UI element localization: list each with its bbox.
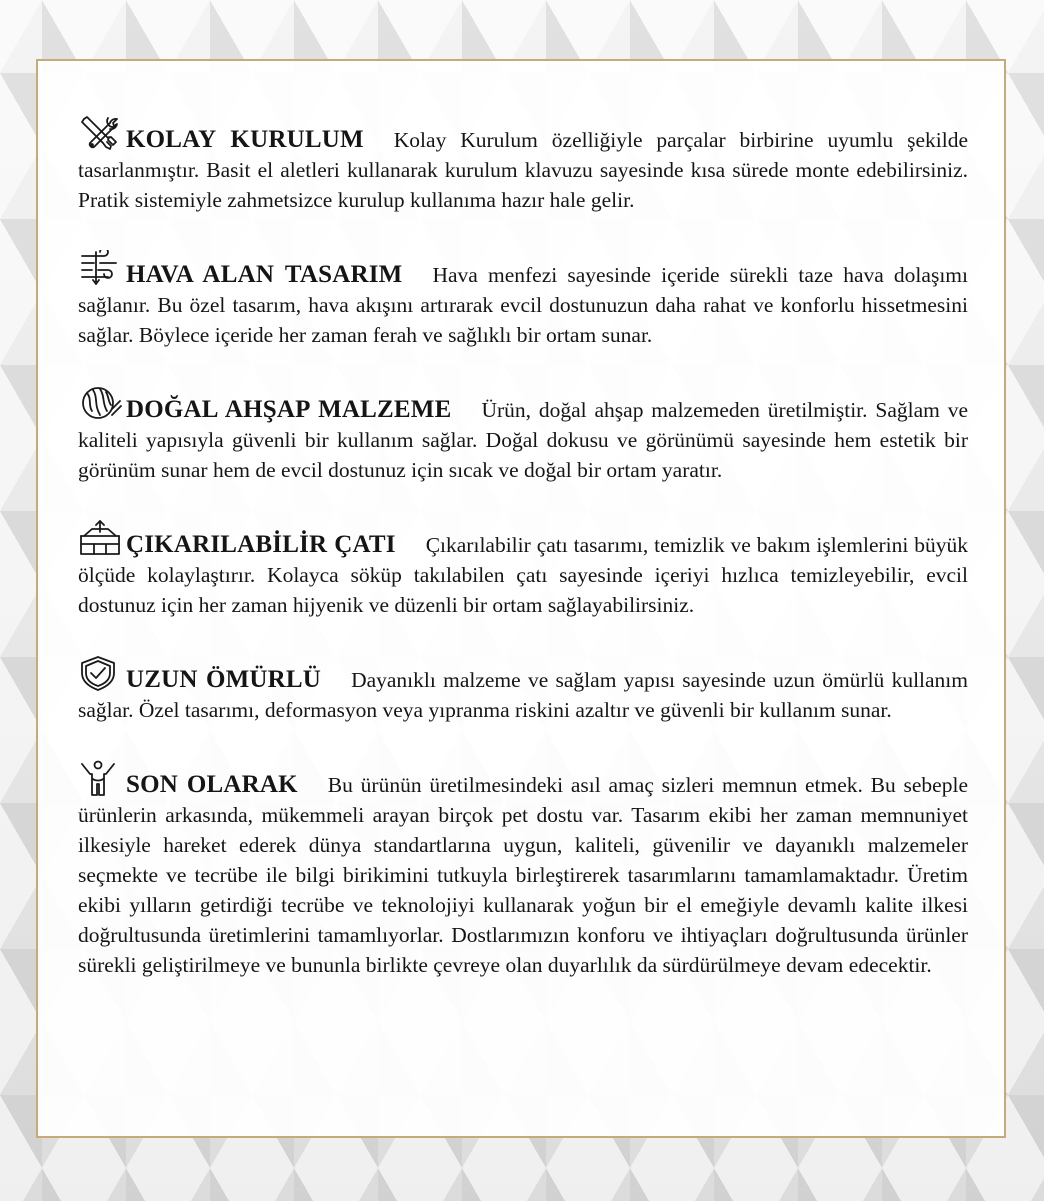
feature-dogal-ahsap-malzeme <box>78 385 968 485</box>
air-flow-icon <box>78 250 122 286</box>
section-text: Ürün, doğal ahşap malzemeden üretilmiştir. Sağlam ve kaliteli yapısıyla güvenli bir kullanım sağlar. Doğal dokusu ve görünümü sayesinde hem estetik bir görünüm sunar hem de evcil dostunuz için sıcak ve doğal bir ortam yaratır. <box>78 398 968 482</box>
feature-son-olarak <box>78 760 968 980</box>
section-title: KOLAY KURULUM <box>126 126 364 153</box>
section-title: UZUN ÖMÜRLÜ <box>126 666 322 693</box>
section-text: Dayanıklı malzeme ve sağlam yapısı sayesinde uzun ömürlü kullanım sağlar. Özel tasarımı, deformasyon veya yıpranma riskini azaltır ve güvenli bir kullanım sunar. <box>78 668 969 722</box>
section-title: HAVA ALAN TASARIM <box>126 261 403 288</box>
feature-hava-alan-tasarim <box>78 250 968 350</box>
feature-cikarilabilir-cati <box>78 520 968 620</box>
feature-list <box>78 115 968 1015</box>
section-title: SON OLARAK <box>126 771 298 798</box>
removable-roof-icon <box>78 520 122 556</box>
happy-person-icon <box>78 760 122 796</box>
feature-uzun-omurlu <box>78 655 968 725</box>
section-text: Kolay Kurulum özelliğiyle parçalar birbirine uyumlu şekilde tasarlanmıştır. Basit el aletleri kullanarak kurulum klavuzu sayesinde kısa sürede monte edebilirsiniz. Pratik sistemiyle zahmetsizce kurulup kullanıma hazır hale gelir. <box>78 128 968 212</box>
feature-kolay-kurulum <box>78 115 968 215</box>
content-frame <box>36 59 1006 1138</box>
section-title: DOĞAL AHŞAP MALZEME <box>126 396 452 423</box>
section-text: Hava menfezi sayesinde içeride sürekli taze hava dolaşımı sağlanır. Bu özel tasarım, hava akışını artırarak evcil dostunuzun daha rahat ve konforlu hissetmesini sağlar. Böylece içeride her zaman ferah ve sağlıklı bir ortam sunar. <box>78 263 968 347</box>
section-text: Bu ürünün üretilmesindeki asıl amaç sizleri memnun etmek. Bu sebeple ürünlerin arkasında, mükemmeli arayan birçok pet dostu var. Tasarım ekibi her zaman memnuniyet ilkesiyle hareket ederek dünya standartlarına uygun, kaliteli, güvenilir ve dayanıklı malzemeler seçmekte ve tecrübe ile bilgi birikimini tutkuyla birleştirerek tasarımlarını tamamlamaktadır. Üretim ekibi yılların getirdiği tecrübe ve teknolojiyi kullanarak yoğun bir el emeğiyle devamlı kalite ilkesi doğrultusunda üretimlerini tamamlıyorlar. Dostlarımızın konforu ve ihtiyaçları doğrultusunda ürünler sürekli geliştirilmeye ve bununla birlikte çevreye olan duyarlılık da sürdürülmeye devam edecektir. <box>78 773 968 977</box>
wood-icon <box>78 385 122 421</box>
tools-icon <box>78 115 122 151</box>
section-title: ÇIKARILABİLİR ÇATI <box>126 531 396 558</box>
section-text: Çıkarılabilir çatı tasarımı, temizlik ve bakım işlemlerini büyük ölçüde kolaylaştırır. Kolayca söküp takılabilen çatı sayesinde içeriyi hızlıca temizleyebilir, evcil dostunuz için her zaman hijyenik ve düzenli bir ortam sağlayabilirsiniz. <box>78 533 968 617</box>
shield-check-icon <box>78 655 122 691</box>
